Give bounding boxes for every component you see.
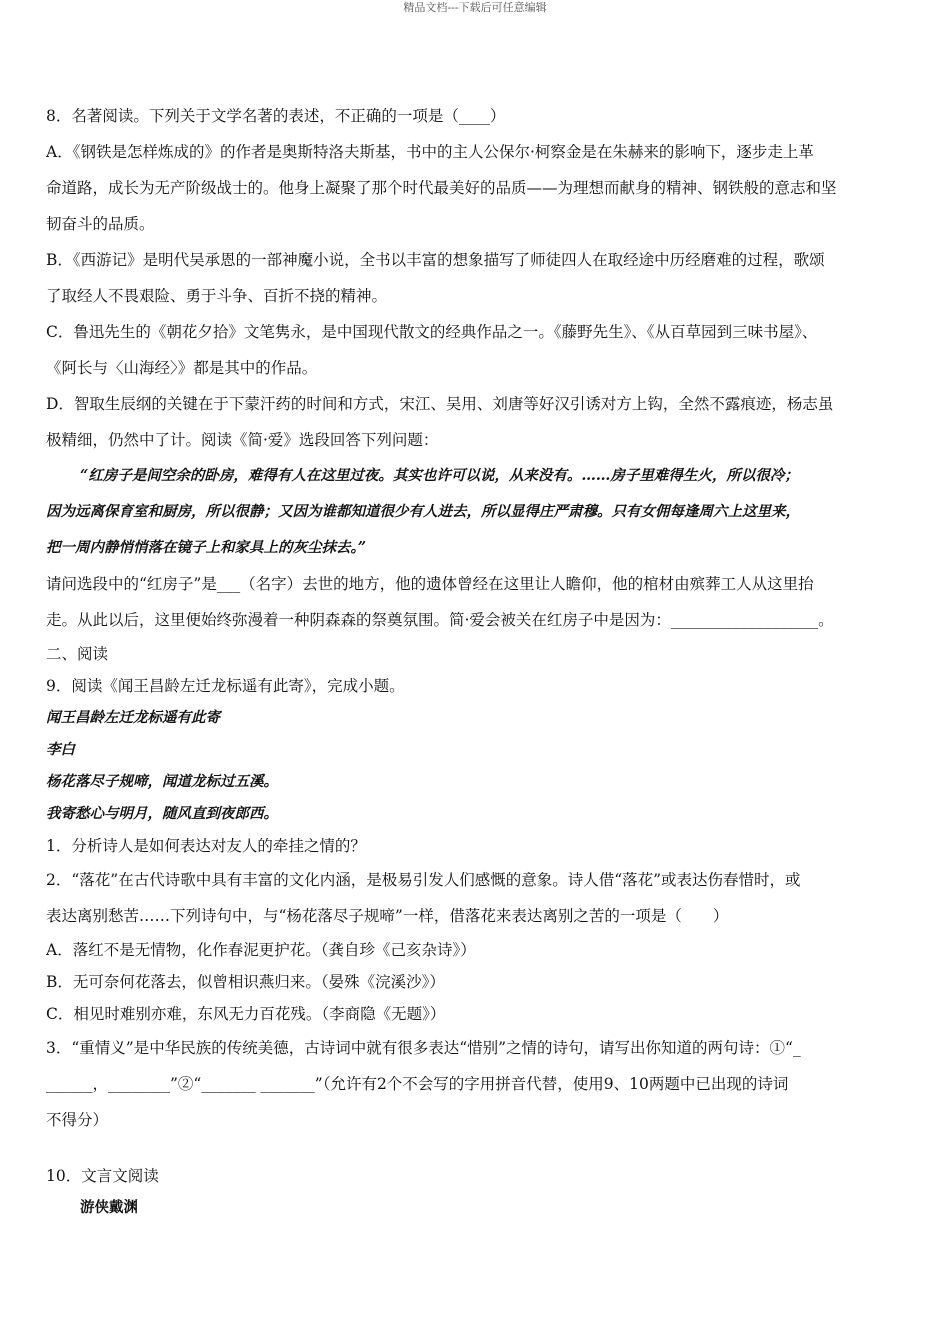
q9-option-a: A．落红不是无情物，化作春泥更护花。（龚自珍《己亥杂诗》） <box>46 941 476 959</box>
q8-quote-line1: “红房子是间空余的卧房，难得有人在这里过夜。其实也许可以说，从来没有。……房子里难得生火，所以很冷； <box>80 467 799 484</box>
q9-sub1: 1．分析诗人是如何表达对友人的牵挂之情的？ <box>46 837 366 855</box>
q8-stem: 8．名著阅读。下列关于文学名著的表述，不正确的一项是（____） <box>46 107 506 125</box>
q8-option-a-line2: 命道路，成长为无产阶级战士的。他身上凝聚了那个时代最美好的品质——为理想而献身的精神、钢铁般的意志和坚 <box>46 179 837 197</box>
poem-line-1: 杨花落尽子规啼，闻道龙标过五溪。 <box>46 773 278 790</box>
poem-line-2: 我寄愁心与明月，随风直到夜郎西。 <box>46 805 278 822</box>
q9-option-c: C．相见时难别亦难，东风无力百花残。（李商隐《无题》） <box>46 1005 446 1023</box>
q9-stem: 9．阅读《闻王昌龄左迁龙标遥有此寄》，完成小题。 <box>46 677 405 695</box>
q8-option-c-line1: C．鲁迅先生的《朝花夕拾》文笔隽永，是中国现代散文的经典作品之一。《藤野先生》、《从百草园到三味书屋》、 <box>46 323 818 341</box>
q9-sub3-line3: 不得分） <box>46 1111 109 1129</box>
q8-option-a-line3: 韧奋斗的品质。 <box>46 215 155 233</box>
q9-option-b: B．无可奈何花落去，似曾相识燕归来。（晏殊《浣溪沙》） <box>46 973 445 991</box>
poem-title: 闻王昌龄左迁龙标遥有此寄 <box>46 709 220 726</box>
document-body <box>46 98 908 1224</box>
poem-author: 李白 <box>46 741 75 758</box>
q9-sub2-line1: 2．“落花”在古代诗歌中具有丰富的文化内涵，是极易引发人们感慨的意象。诗人借“落花”或表达伤春惜时，或 <box>46 871 801 889</box>
page-header: 精品文档---下载后可任意编辑 <box>403 1 547 14</box>
q9-sub3-line1: 3．“重情义”是中华民族的传统美德，古诗词中就有很多表达“惜别”之情的诗句，请写出你知道的两句诗：①“_ <box>46 1039 801 1057</box>
section-title: 二、阅读 <box>46 645 109 663</box>
q8-quote-line3: 把一周内静悄悄落在镜子上和家具上的灰尘抹去。” <box>46 539 367 556</box>
q8-ask-line2: 走。从此以后，这里便始终弥漫着一种阴森森的祭奠氛围。简·爱会被关在红房子中是因为：___________________。 <box>46 611 834 629</box>
q8-option-d-line1: D．智取生辰纲的关键在于下蒙汗药的时间和方式，宋江、吴用、刘唐等好汉引诱对方上钩，全然不露痕迹，杨志虽 <box>46 395 834 413</box>
q10-stem: 10．文言文阅读 <box>46 1167 159 1185</box>
q10-title: 游侠戴渊 <box>80 1199 138 1216</box>
q8-option-b-line1: B．《西游记》是明代吴承恩的一部神魔小说，全书以丰富的想象描写了师徒四人在取经途中历经磨难的过程，歌颂 <box>46 251 825 269</box>
q8-quote-line2: 因为远离保育室和厨房，所以很静；又因为谁都知道很少有人进去，所以显得庄严肃穆。只有女佣每逢周六上这里来， <box>46 503 800 520</box>
q9-sub2-line2: 表达离别愁苦……下列诗句中，与“杨花落尽子规啼”一样，借落花来表达离别之苦的一项是（ ） <box>46 907 729 925</box>
q8-option-b-line2: 了取经人不畏艰险、勇于斗争、百折不挠的精神。 <box>46 287 388 305</box>
q9-sub3-line2: ______，________”②“_______ _______”（允许有2个不会写的字用拼音代替，使用9、10两题中已出现的诗词 <box>46 1075 789 1093</box>
q8-option-a-line1: A．《钢铁是怎样炼成的》的作者是奥斯特洛夫斯基，书中的主人公保尔·柯察金是在朱赫来的影响下，逐步走上革 <box>46 143 814 161</box>
q8-ask-line1: 请问选段中的“红房子”是___（名字）去世的地方，他的遗体曾经在这里让人瞻仰，他的棺材由殡葬工人从这里抬 <box>46 575 814 593</box>
q8-option-c-line2: 《阿长与〈山海经〉》都是其中的作品。 <box>46 359 318 377</box>
q8-option-d-line2: 极精细，仍然中了计。阅读《简·爱》选段回答下列问题： <box>46 431 439 449</box>
spacer <box>46 1138 908 1160</box>
